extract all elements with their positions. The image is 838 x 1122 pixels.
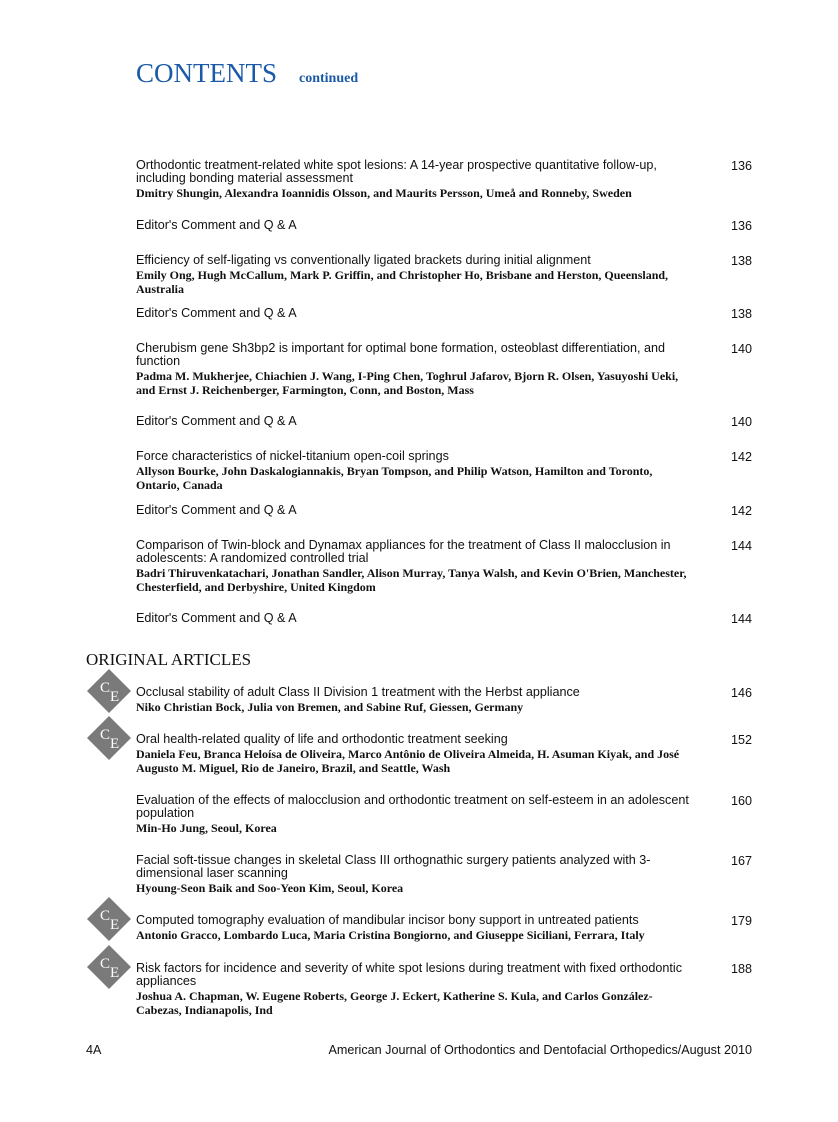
entry-title[interactable]: Editor's Comment and Q & A	[136, 414, 297, 428]
toc-entry[interactable]	[136, 450, 752, 492]
ce-credit-icon	[86, 668, 132, 714]
footer-journal: American Journal of Orthodontics and Dentofacial Orthopedics/August 2010	[328, 1043, 752, 1057]
entry-title[interactable]: Force characteristics of nickel-titanium open-coil springs	[136, 449, 449, 463]
entry-authors: Antonio Gracco, Lombardo Luca, Maria Cristina Bongiorno, and Giuseppe Siciliani, Ferrara, Italy	[136, 928, 645, 942]
entry-title[interactable]: Orthodontic treatment-related white spot lesions: A 14-year prospective quantitative follow-up, including bonding material assessment	[136, 158, 657, 185]
toc-entry[interactable]	[136, 254, 752, 296]
toc-entry[interactable]	[136, 504, 752, 517]
entry-page-number: 140	[730, 415, 752, 429]
entry-page-number: 160	[730, 794, 752, 808]
entry-title[interactable]: Facial soft-tissue changes in skeletal Class III orthognathic surgery patients analyzed with 3-dimensional laser scanning	[136, 853, 651, 880]
ce-c-letter: C	[100, 680, 111, 696]
section-heading: ORIGINAL ARTICLES	[86, 650, 252, 669]
entry-authors: Daniela Feu, Branca Heloísa de Oliveira, Marco Antônio de Oliveira Almeida, H. Asuman Kiyak, and José Augusto M. Miguel, Rio de Janeiro, Brazil, and Seattle, Wash	[136, 747, 680, 775]
ce-e-letter: E	[110, 689, 120, 705]
toc-entry[interactable]	[136, 219, 752, 232]
toc-entry[interactable]	[136, 159, 752, 201]
ce-credit-icon	[86, 715, 132, 761]
toc-entry[interactable]	[136, 342, 752, 397]
toc-entry[interactable]	[100, 680, 752, 715]
ce-e-letter: E	[110, 965, 120, 981]
entry-title[interactable]: Oral health-related quality of life and orthodontic treatment seeking	[136, 732, 508, 746]
toc-entry[interactable]	[136, 794, 752, 836]
entry-page-number: 140	[730, 342, 752, 356]
entry-authors: Allyson Bourke, John Daskalogiannakis, Bryan Tompson, and Philip Watson, Hamilton and Toronto, Ontario, Canada	[136, 464, 653, 492]
entry-title[interactable]: Evaluation of the effects of malocclusion and orthodontic treatment on self-esteem in an adolescent population	[136, 793, 689, 820]
entry-authors: Joshua A. Chapman, W. Eugene Roberts, George J. Eckert, Katherine S. Kula, and Carlos González-Cabezas, Indianapolis, Ind	[136, 989, 653, 1017]
ce-credit-icon	[86, 896, 132, 942]
entry-page-number: 146	[730, 686, 752, 700]
ce-c-letter: C	[100, 727, 111, 743]
entry-title[interactable]: Comparison of Twin-block and Dynamax appliances for the treatment of Class II malocclusion in adolescents: A randomized controlled trial	[136, 538, 671, 565]
entry-title[interactable]: Risk factors for incidence and severity of white spot lesions during treatment with fixed orthodontic appliances	[136, 961, 682, 988]
entry-page-number: 152	[730, 733, 752, 747]
entry-title[interactable]: Computed tomography evaluation of mandibular incisor bony support in untreated patients	[136, 913, 639, 927]
entry-title[interactable]: Editor's Comment and Q & A	[136, 218, 297, 232]
ce-c-letter: C	[100, 908, 111, 924]
entry-page-number: 138	[730, 254, 752, 268]
page-title: CONTENTS	[136, 58, 277, 88]
entry-page-number: 144	[730, 612, 752, 626]
entry-title[interactable]: Editor's Comment and Q & A	[136, 503, 297, 517]
entry-authors: Niko Christian Bock, Julia von Bremen, and Sabine Ruf, Giessen, Germany	[136, 700, 524, 714]
entry-page-number: 138	[730, 307, 752, 321]
entry-page-number: 136	[730, 159, 752, 173]
entry-title[interactable]: Editor's Comment and Q & A	[136, 611, 297, 625]
entry-title[interactable]: Cherubism gene Sh3bp2 is important for optimal bone formation, osteoblast differentiation, and function	[136, 341, 666, 368]
footer-page-number: 4A	[86, 1043, 102, 1057]
toc-entry[interactable]	[100, 908, 752, 943]
entry-authors: Padma M. Mukherjee, Chiachien J. Wang, I-Ping Chen, Toghrul Jafarov, Bjorn R. Olsen, Yasuyoshi Ueki, and Ernst J. Reichenberger, Farmington, Conn, and Boston, Mass	[136, 369, 679, 397]
entry-title[interactable]: Efficiency of self-ligating vs conventionally ligated brackets during initial alignment	[136, 253, 591, 267]
ce-c-letter: C	[100, 956, 111, 972]
toc-entry[interactable]	[100, 727, 752, 775]
entry-authors: Dmitry Shungin, Alexandra Ioannidis Olsson, and Maurits Persson, Umeå and Ronneby, Sweden	[136, 186, 632, 200]
entry-page-number: 179	[730, 914, 752, 928]
toc-entry[interactable]	[136, 307, 752, 320]
entry-page-number: 188	[730, 962, 752, 976]
toc-entry[interactable]	[100, 956, 752, 1017]
entry-page-number: 142	[730, 504, 752, 518]
entry-authors: Hyoung-Seon Baik and Soo-Yeon Kim, Seoul, Korea	[136, 881, 404, 895]
ce-e-letter: E	[110, 736, 120, 752]
toc-entry[interactable]	[136, 612, 752, 625]
entry-page-number: 167	[730, 854, 752, 868]
toc-entry[interactable]	[136, 854, 752, 896]
entry-title[interactable]: Occlusal stability of adult Class II Division 1 treatment with the Herbst appliance	[136, 685, 580, 699]
ce-credit-icon	[86, 944, 132, 990]
ce-e-letter: E	[110, 917, 120, 933]
toc-entry[interactable]	[136, 539, 752, 594]
entry-page-number: 142	[730, 450, 752, 464]
entry-authors: Min-Ho Jung, Seoul, Korea	[136, 821, 277, 835]
entry-title[interactable]: Editor's Comment and Q & A	[136, 306, 297, 320]
entry-page-number: 144	[730, 539, 752, 553]
page-header	[136, 58, 358, 89]
entry-page-number: 136	[730, 219, 752, 233]
entry-authors: Badri Thiruvenkatachari, Jonathan Sandler, Alison Murray, Tanya Walsh, and Kevin O'Brien, Manchester, Chesterfield, and Derbyshire, United Kingdom	[136, 566, 687, 594]
page-subtitle: continued	[299, 71, 359, 86]
entry-authors: Emily Ong, Hugh McCallum, Mark P. Griffin, and Christopher Ho, Brisbane and Herston, Queensland, Australia	[136, 268, 669, 296]
toc-entry[interactable]	[136, 415, 752, 428]
